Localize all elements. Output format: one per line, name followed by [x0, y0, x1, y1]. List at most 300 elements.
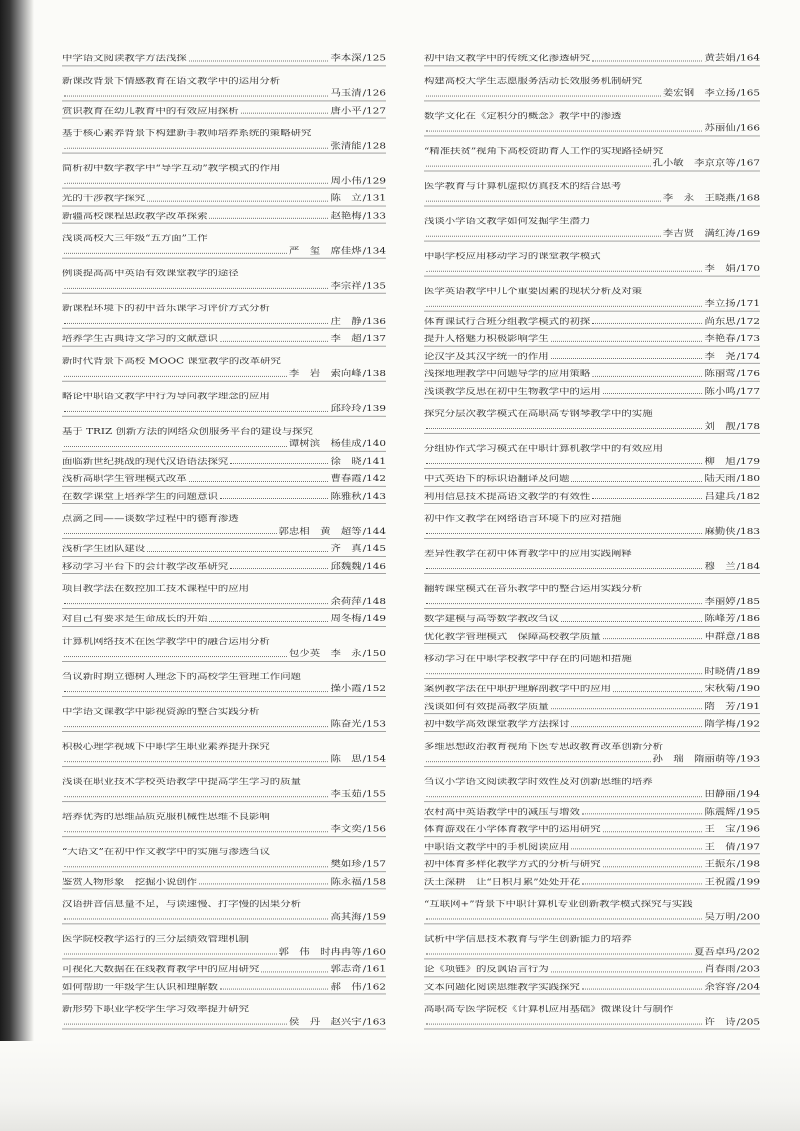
toc-entry-author: 马玉清: [330, 88, 362, 99]
toc-entry-page: /158: [362, 876, 386, 887]
toc-entry-page: /145: [362, 543, 386, 554]
toc-entry-author: 申群意: [704, 631, 736, 642]
toc-dot-leader: [64, 1016, 287, 1025]
toc-entry-title: 初中体育多样化教学方式的分析与研究: [424, 859, 601, 869]
toc-entry: [62, 72, 386, 101]
toc-entry-title: “互联网+”背景下中职计算机专业创新教学模式探究与实践: [424, 899, 693, 909]
toc-entry-title: 浅谈在职业技术学校英语教学中提高学生学习的质量: [62, 777, 301, 786]
toc-entry-separator: [424, 626, 760, 627]
toc-entry-page: /137: [362, 333, 386, 344]
toc-entry-author: 严 玺 席佳烨: [288, 246, 362, 256]
toc-entry-separator: [424, 345, 760, 346]
toc-entry-page: /191: [736, 701, 760, 712]
toc-entry-title: 数学文化在《定积分的概念》教学中的渗透: [424, 111, 622, 121]
toc-entry-page: /174: [736, 351, 760, 361]
toc-entry: [424, 313, 760, 329]
toc-entry-page: /184: [736, 561, 760, 572]
toc-entry-page: /198: [736, 859, 760, 869]
toc-dot-leader: [220, 332, 329, 341]
toc-dot-leader: [64, 910, 328, 919]
toc-entry-separator: [424, 713, 760, 714]
toc-entry-separator: [424, 818, 760, 819]
toc-entry-separator: [424, 433, 760, 434]
toc-dot-leader: [241, 105, 329, 114]
toc-dot-leader: [551, 332, 703, 341]
toc-entry-title: 数学建模与高等数学教改刍议: [424, 614, 560, 624]
toc-entry-author: 齐 真: [330, 543, 362, 554]
toc-entry-page: /199: [736, 876, 760, 887]
toc-entry-author: 吕建兵: [704, 491, 736, 502]
toc-dot-leader: [426, 192, 661, 201]
toc-entry-author: 郝 伟: [330, 981, 362, 992]
toc-dot-leader: [603, 385, 703, 394]
toc-entry-title: “大语文”在初中作文教学中的实施与渗透刍议: [62, 847, 271, 856]
toc-entry-author: 郭志奇: [330, 964, 362, 975]
toc-dot-leader: [64, 595, 328, 604]
toc-entry-author: 许 诗: [704, 1016, 736, 1027]
toc-entry-author: 操小霞: [330, 683, 362, 694]
toc-entry: [424, 107, 760, 136]
toc-entry: [424, 838, 760, 854]
toc-entry: [424, 330, 760, 346]
toc-entry-title: 中职学校应用移动学习的课堂教学模式: [424, 251, 601, 261]
toc-entry-author: 李 尧: [704, 351, 736, 361]
toc-entry-page: /155: [362, 789, 386, 799]
toc-entry-separator: [62, 994, 386, 995]
toc-entry: [62, 388, 386, 417]
toc-entry-author: 李丽婷: [704, 596, 736, 607]
toc-entry: [62, 453, 386, 469]
toc-entry: [424, 365, 760, 381]
toc-entry-title: 初中数学高效课堂教学方法探讨: [424, 719, 570, 729]
toc-entry-title: 优化教学管理模式 保障高校教学质量: [424, 632, 601, 641]
toc-entry: [62, 353, 386, 382]
toc-dot-leader: [220, 981, 329, 990]
toc-entry: [424, 716, 760, 732]
toc-entry-page: /195: [736, 806, 760, 817]
toc-dot-leader: [426, 945, 692, 954]
toc-entry-author: 郭 伟 时冉冉等: [278, 946, 362, 957]
toc-entry: [424, 698, 760, 714]
toc-entry-author: 柳 旭: [704, 456, 736, 467]
toc-entry-title: 农村高中英语教学中的减压与增效: [424, 807, 580, 816]
toc-dot-leader: [147, 543, 328, 552]
toc-entry-author: 余荷萍: [330, 596, 362, 607]
toc-entry-separator: [62, 661, 386, 662]
toc-entry: [424, 1001, 760, 1030]
toc-entry: [424, 440, 760, 469]
toc-entry: [424, 931, 760, 960]
toc-entry-separator: [424, 696, 760, 697]
toc-entry-author: 王 倩: [704, 841, 736, 852]
toc-entry-author: 陆天雨: [704, 473, 736, 484]
toc-entry: [62, 580, 386, 609]
toc-entry: [62, 633, 386, 662]
toc-entry-separator: [424, 503, 760, 504]
toc-entry-title: 利用信息技术提高语文教学的有效性: [424, 492, 591, 501]
toc-entry-title: 医学教育与计算机虚拟仿真技术的结合思考: [424, 181, 622, 191]
toc-entry: [62, 160, 386, 189]
toc-dot-leader: [426, 87, 661, 96]
toc-entry: [424, 896, 760, 925]
toc-entry-page: /178: [736, 421, 760, 431]
toc-entry-page: /185: [736, 596, 760, 607]
toc-entry-separator: [424, 923, 760, 924]
toc-entry-separator: [62, 731, 386, 732]
toc-entry-title: 案例教学法在中职护理解剖教学中的应用: [424, 684, 612, 694]
toc-dot-leader: [603, 823, 703, 832]
toc-entry-separator: [424, 836, 760, 837]
toc-entry-title: 新课程环境下的初中音乐课学习评价方式分析: [62, 304, 270, 313]
toc-entry-separator: [424, 853, 760, 854]
toc-entry-author: 李立扬: [704, 298, 736, 309]
toc-dot-leader: [64, 525, 277, 534]
toc-dot-leader: [64, 367, 287, 376]
toc-dot-leader: [603, 630, 703, 639]
toc-entry: [62, 330, 386, 346]
toc-entry-author: 李吉贤 满红涛: [662, 228, 736, 239]
toc-entry-title: 刍议新时期立德树人理念下的高校学生管理工作问题: [62, 672, 301, 681]
toc-entry-title: 刍议小学语文阅读教学时效性及对创新思维的培养: [424, 777, 653, 786]
toc-entry: [62, 423, 386, 452]
toc-dot-leader: [426, 788, 702, 797]
toc-entry: [424, 651, 760, 680]
toc-entry-author: 孔小敏 李京京等: [652, 158, 736, 169]
toc-entry-page: /188: [736, 631, 760, 642]
toc-entry-separator: [62, 626, 386, 627]
toc-entry: [424, 628, 760, 644]
toc-entry-title: 光的干涉教学探究: [62, 194, 146, 203]
toc-entry-page: /148: [362, 596, 386, 607]
toc-entry-separator: [424, 275, 760, 276]
toc-entry: [424, 681, 760, 697]
toc-entry-author: 时晓倩: [704, 666, 736, 677]
toc-entry-separator: [62, 836, 386, 837]
toc-entry-author: 李 永 王晓燕: [662, 193, 736, 204]
toc-entry-author: 陈 思: [330, 754, 362, 764]
toc-entry-separator: [62, 608, 386, 609]
toc-entry-separator: [62, 188, 386, 189]
toc-entry-title: 略论中职语文教学中行为导向教学理念的应用: [62, 391, 270, 401]
toc-entry-separator: [62, 888, 386, 889]
toc-entry-separator: [424, 486, 760, 487]
toc-entry-author: 陈 立: [330, 193, 362, 204]
toc-entry-author: 李宗祥: [330, 281, 362, 291]
toc-entry-page: /204: [736, 981, 760, 992]
toc-entry-title: 构建高校大学生志愿服务活动长效服务机制研究: [424, 76, 643, 86]
toc-entry-title: “精准扶贫”视角下高校资助育人工作的实现路径研究: [424, 146, 664, 156]
toc-entry-page: /203: [736, 964, 760, 975]
toc-entry-separator: [62, 573, 386, 574]
toc-entry-author: 周冬梅: [330, 613, 362, 624]
toc-entry-title: 文本问题化阅读思维教学实践探究: [424, 982, 580, 992]
toc-entry-separator: [424, 205, 760, 206]
toc-entry-separator: [62, 328, 386, 329]
toc-entry: [424, 873, 760, 889]
toc-entry: [62, 125, 386, 154]
toc-entry-title: 中学语文阅读教学方法浅探: [62, 54, 187, 63]
toc-entry: [62, 558, 386, 574]
toc-entry-separator: [62, 486, 386, 487]
toc-entry-page: /153: [362, 719, 386, 729]
toc-entry-separator: [424, 310, 760, 311]
toc-entry-title: 多维思想政治教育视角下医专思政教育改革创新分析: [424, 742, 663, 751]
toc-entry-separator: [62, 976, 386, 977]
toc-entry-author: 唐小平: [330, 105, 362, 116]
toc-entry-page: /152: [362, 683, 386, 694]
toc-dot-leader: [551, 700, 703, 709]
toc-entry-page: /127: [362, 105, 386, 116]
toc-entry-separator: [424, 1029, 760, 1030]
toc-right-column: [424, 50, 760, 1031]
toc-entry-separator: [424, 100, 760, 101]
toc-entry-page: /129: [362, 175, 386, 186]
toc-entry-separator: [62, 345, 386, 346]
toc-entry-separator: [424, 538, 760, 539]
toc-entry: [424, 821, 760, 837]
toc-entry-separator: [62, 415, 386, 416]
toc-dot-leader: [64, 87, 328, 96]
toc-entry-separator: [424, 994, 760, 995]
toc-entry-title: 在数学课堂上培养学生的问题意识: [62, 492, 218, 501]
toc-entry-author: 谭树滨 杨佳成: [288, 438, 362, 449]
toc-entry-page: /172: [736, 316, 760, 326]
toc-entry-author: 邱魏魏: [330, 561, 362, 572]
toc-entry-title: 移动学习平台下的会计教学改革研究: [62, 562, 229, 571]
toc-entry: [424, 488, 760, 504]
toc-entry: [424, 580, 760, 609]
toc-entry: [62, 773, 386, 802]
toc-entry-title: 中学语文课教学中影视资源的整合实践分析: [62, 707, 260, 716]
toc-entry-page: /144: [362, 526, 386, 537]
toc-entry-title: 面临新世纪挑战的现代汉语语法探究: [62, 457, 229, 466]
toc-entry: [424, 72, 760, 101]
toc-dot-leader: [426, 297, 702, 306]
toc-entry-separator: [424, 398, 760, 399]
toc-dot-leader: [230, 455, 328, 464]
toc-dot-leader: [64, 280, 328, 289]
toc-entry-author: 苏丽仙: [704, 123, 736, 134]
toc-entry-separator: [424, 801, 760, 802]
toc-entry-author: 周小伟: [330, 175, 362, 186]
toc-dot-leader: [426, 753, 651, 762]
toc-entry-separator: [424, 65, 760, 66]
toc-entry-author: 田静丽: [704, 789, 736, 799]
toc-entry-title: 鉴赏人物形象 挖掘小说创作: [62, 877, 198, 886]
toc-entry-title: 医学院校教学运行的三分层绩效管理机制: [62, 934, 250, 944]
toc-entry: [424, 961, 760, 977]
toc-entry-author: 李 岩 索向峰: [288, 368, 362, 379]
toc-entry-separator: [62, 923, 386, 924]
toc-entry: [62, 611, 386, 627]
toc-entry: [424, 405, 760, 434]
toc-dot-leader: [64, 858, 328, 867]
toc-entry: [62, 470, 386, 486]
toc-dot-leader: [426, 122, 702, 131]
toc-entry: [424, 803, 760, 819]
toc-entry-author: 徐 晓: [330, 456, 362, 467]
toc-entry-separator: [424, 731, 760, 732]
toc-entry-author: 王祝霞: [704, 876, 736, 887]
toc-entry-page: /202: [736, 946, 760, 957]
toc-left-column: [62, 50, 386, 1031]
toc-entry-page: /161: [362, 964, 386, 975]
toc-dot-leader: [230, 560, 328, 569]
toc-entry-separator: [62, 696, 386, 697]
toc-dot-leader: [426, 525, 702, 534]
toc-entry-page: /156: [362, 824, 386, 834]
toc-dot-leader: [64, 175, 328, 184]
toc-entry: [62, 50, 386, 66]
toc-dot-leader: [189, 472, 329, 481]
toc-entry-page: /194: [736, 789, 760, 799]
toc-entry-author: 夏吾卓玛: [694, 946, 736, 957]
scan-binding-shadow: [0, 0, 34, 1131]
toc-dot-leader: [592, 52, 702, 61]
toc-entry-title: 浅谈小学语文教学如何发掘学生潜力: [424, 216, 591, 226]
toc-entry-author: 王振东: [704, 859, 736, 869]
toc-entry-separator: [62, 801, 386, 802]
toc-dot-leader: [64, 648, 287, 657]
toc-entry-title: 论汉字及其汉字统一的作用: [424, 351, 549, 361]
toc-entry-page: /125: [362, 53, 386, 64]
toc-entry-title: 浅析高职学生管理模式改革: [62, 474, 187, 484]
toc-entry-author: 王 宝: [704, 824, 736, 834]
toc-entry: [62, 961, 386, 977]
toc-entry-title: 体育课试行合班分组教学模式的初探: [424, 316, 591, 326]
toc-entry: [62, 208, 386, 224]
toc-dot-leader: [426, 420, 702, 429]
toc-entry-author: 吴万明: [704, 911, 736, 922]
toc-entry: [424, 611, 760, 627]
toc-entry-title: 差异性教学在初中体育教学中的应用实践阐释: [424, 549, 632, 559]
toc-entry-page: /168: [736, 193, 760, 204]
toc-entry-page: /142: [362, 473, 386, 484]
toc-entry-author: 高其海: [330, 911, 362, 922]
toc-dot-leader: [209, 613, 328, 622]
toc-dot-leader: [64, 718, 328, 727]
toc-entry: [424, 738, 760, 767]
toc-entry: [424, 142, 760, 171]
toc-entry-title: 培养学生古典诗文学习的文献意识: [62, 334, 218, 343]
toc-entry-page: /138: [362, 368, 386, 379]
toc-dot-leader: [571, 840, 702, 849]
toc-entry-title: 浅谈如何有效提高教学质量: [424, 702, 549, 711]
toc-entry-page: /189: [736, 666, 760, 677]
toc-entry-page: /177: [736, 386, 760, 396]
toc-entry-page: /169: [736, 228, 760, 239]
toc-entry: [424, 545, 760, 574]
toc-entry-page: /183: [736, 526, 760, 537]
toc-entry: [62, 510, 386, 539]
toc-dot-leader: [582, 805, 703, 814]
toc-dot-leader: [64, 753, 328, 762]
toc-entry: [424, 283, 760, 312]
toc-entry-separator: [62, 503, 386, 504]
toc-dot-leader: [551, 350, 703, 359]
toc-entry-author: 余容容: [704, 981, 736, 992]
toc-entry-title: 沃土深耕 让“日积月累”处处开花: [424, 877, 581, 886]
toc-entry: [62, 668, 386, 697]
toc-entry-page: /186: [736, 613, 760, 624]
toc-entry-author: 郭忠相 黄 超等: [278, 526, 362, 537]
toc-entry-page: /171: [736, 298, 760, 309]
toc-entry: [62, 843, 386, 872]
toc-entry-author: 李文奕: [330, 824, 362, 834]
toc-dot-leader: [64, 402, 328, 411]
toc-entry-author: 陈峰芳: [704, 613, 736, 624]
toc-entry-page: /139: [362, 403, 386, 414]
toc-entry-title: 浅析学生团队建设: [62, 544, 146, 554]
toc-entry-page: /146: [362, 561, 386, 572]
toc-entry-separator: [424, 608, 760, 609]
toc-entry-author: 孙 瑞 隋丽萌等: [652, 754, 736, 764]
toc-entry-separator: [424, 170, 760, 171]
toc-entry-author: 陈小鸣: [704, 386, 736, 396]
toc-entry-title: 体育游戏在小学体育教学中的运用研究: [424, 824, 601, 834]
toc-entry-title: 移动学习在中职学校教学中存在的问题和措施: [424, 654, 632, 664]
toc-entry-separator: [424, 328, 760, 329]
scan-bottom-shade: [0, 1041, 800, 1131]
toc-entry-separator: [62, 293, 386, 294]
toc-dot-leader: [426, 227, 661, 236]
toc-entry-author: 陈震辉: [704, 806, 736, 817]
toc-entry-page: /192: [736, 719, 760, 729]
toc-entry-separator: [62, 556, 386, 557]
toc-entry-title: 医学英语教学中几个重要因素的现状分析及对策: [424, 286, 643, 296]
toc-entry-page: /163: [362, 1016, 386, 1027]
toc-entry-separator: [424, 468, 760, 469]
toc-entry-page: /128: [362, 140, 386, 151]
toc-entry-page: /173: [736, 333, 760, 344]
toc-entry-separator: [62, 100, 386, 101]
toc-dot-leader: [64, 823, 328, 832]
toc-entry-title: 汉语拼音信息量不足，与读速慢、打字慢的因果分析: [62, 899, 301, 909]
toc-entry-separator: [424, 573, 760, 574]
toc-entry: [62, 978, 386, 994]
toc-entry: [424, 213, 760, 242]
toc-entry-separator: [62, 871, 386, 872]
toc-dot-leader: [613, 683, 702, 692]
toc-entry-author: 李玉茹: [330, 789, 362, 799]
toc-dot-leader: [64, 945, 277, 954]
toc-entry: [62, 230, 386, 259]
toc-entry-separator: [62, 118, 386, 119]
toc-entry: [62, 300, 386, 329]
toc-entry: [424, 978, 760, 994]
toc-entry-title: 积极心理学视域下中职学生职业素养提升探究: [62, 742, 270, 751]
toc-entry: [62, 873, 386, 889]
toc-entry-page: /134: [362, 246, 386, 256]
toc-dot-leader: [592, 315, 702, 324]
toc-entry-page: /182: [736, 491, 760, 502]
toc-entry-author: 隋 芳: [704, 701, 736, 712]
toc-dot-leader: [582, 875, 702, 884]
toc-entry-separator: [62, 205, 386, 206]
toc-entry-author: 张清能: [330, 140, 362, 151]
toc-dot-leader: [571, 718, 702, 727]
toc-entry-page: /167: [736, 158, 760, 169]
toc-dot-leader: [64, 437, 287, 446]
toc-dot-leader: [209, 210, 328, 219]
toc-entry-page: /193: [736, 754, 760, 764]
toc-entry-title: 基于 TRIZ 创新方法的网络众创服务平台的建设与探究: [62, 426, 313, 436]
toc-entry: [424, 50, 760, 66]
toc-entry-page: /159: [362, 911, 386, 922]
toc-entry: [62, 808, 386, 837]
toc-entry-separator: [424, 888, 760, 889]
toc-entry-separator: [424, 959, 760, 960]
